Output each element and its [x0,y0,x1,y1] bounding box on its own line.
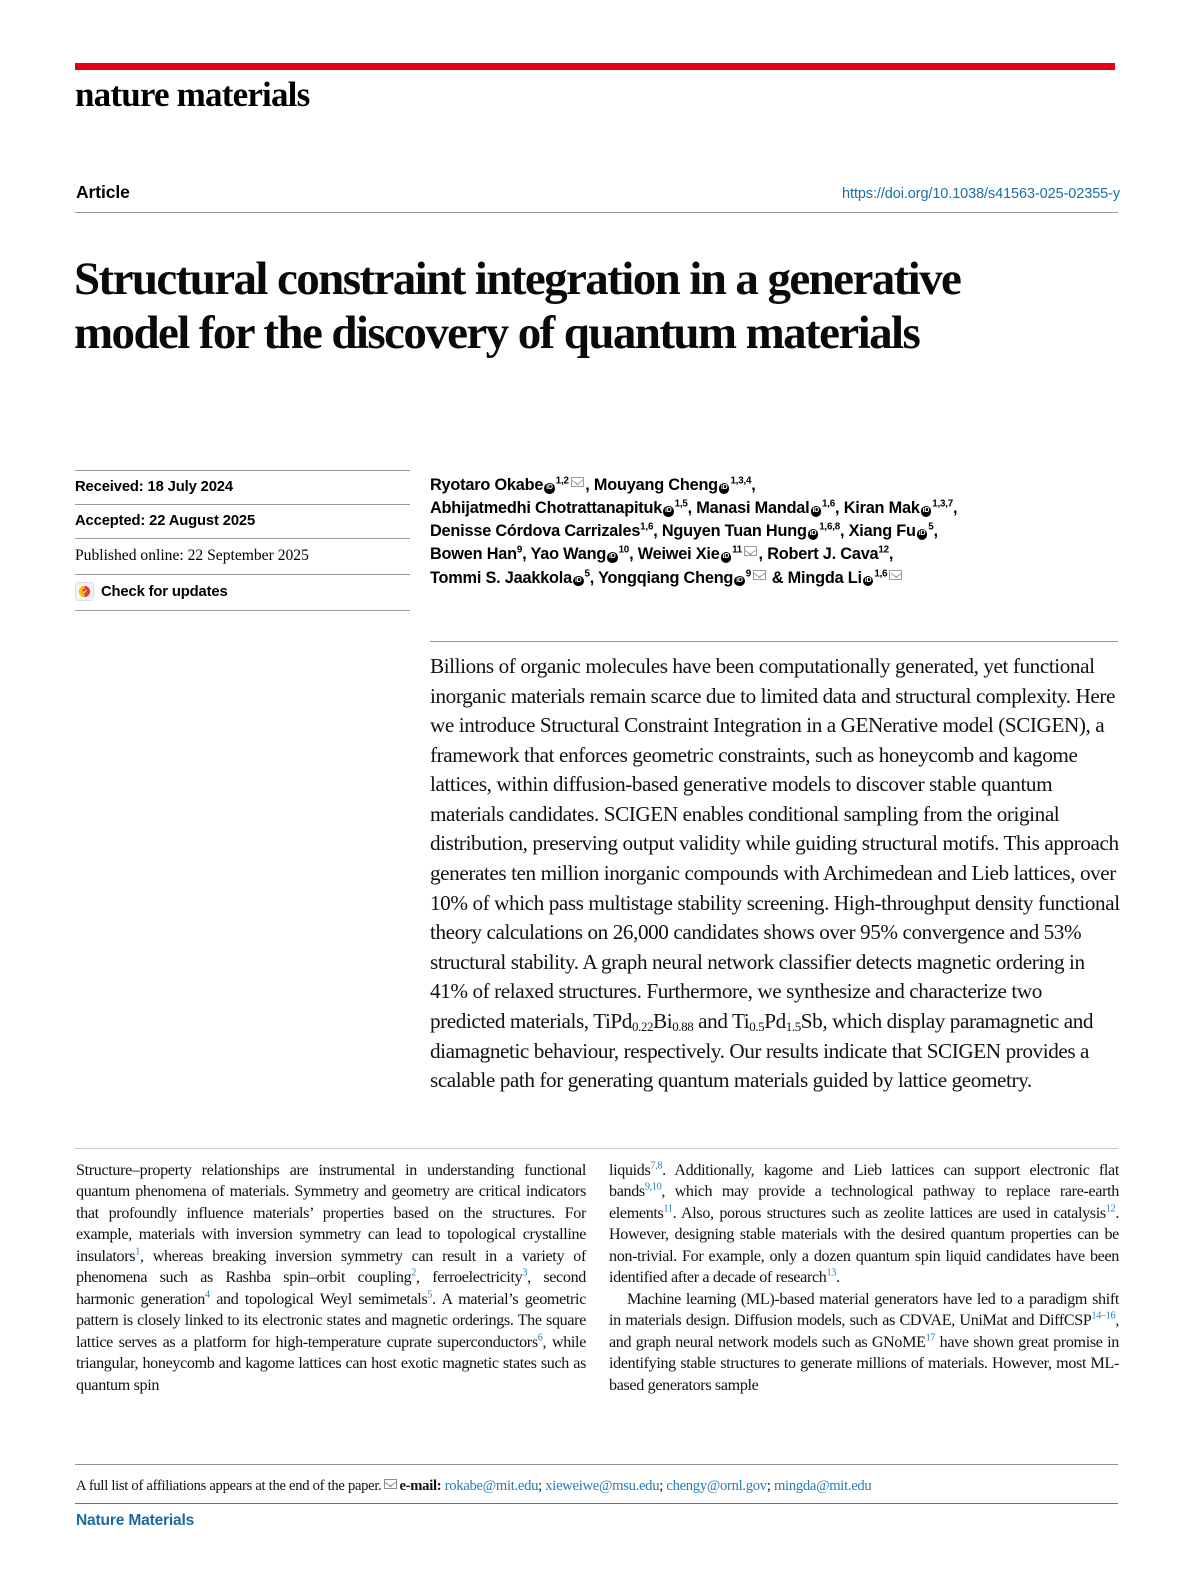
check-for-updates-label: Check for updates [101,583,228,600]
author-entry[interactable]: Xiang Fu $iD^5$ [848,521,934,541]
author-entry[interactable]: Manasi Mandal iD$^{1,6}$ [696,498,836,518]
author-entry[interactable]: Mouyang Cheng iD$^{1,3,4}$ [593,475,752,494]
citation-ref[interactable]: 9,10 [644,1182,662,1194]
footer-affiliation-note: A full list of affiliations appears at the end of the paper. e-mail: rokabe@mit.edu; xieweiwe@msu.edu; chengy@ornl.gov; mingda@mit.edu [76,1478,872,1494]
published-date: Published online: 22 September 2025 [75,538,410,574]
email-label: e-mail: [399,1478,442,1494]
footer-divider [75,1464,1118,1465]
mail-icon[interactable] [889,570,902,580]
brand-rule [75,63,1115,70]
abstract-divider [430,641,1118,642]
author-entry[interactable]: Bowen Han$^9$ [430,545,523,564]
orcid-icon[interactable]: iD [607,552,618,563]
author-entry[interactable]: Yao Wang $iD^{10}$ [530,545,630,564]
orcid-icon[interactable]: iD [808,529,819,540]
orcid-icon[interactable]: iD [921,506,932,517]
orcid-icon[interactable]: iD [719,483,730,494]
received-date: Received: 18 July 2024 [75,470,410,504]
citation-ref[interactable]: 17 [925,1332,936,1344]
body-divider [75,1148,1118,1149]
orcid-icon[interactable]: iD [863,576,874,587]
author-entry[interactable]: Abhijatmedhi Chotrattanapituk iD$^{1,5}$ [430,498,688,518]
orcid-icon[interactable]: iD [663,506,674,517]
body-column-right: liquids$^{7,8}$. Additionally, kagome and Lieb lattices can support electronic flat bands$^{9,10}$, which may provide a technological pathway to replace rare-earth elements$^{11}$. Also, porous structures such as zeolite lattices are used in catalysis$^{12}$. However, designing stable materials with the desired quantum properties can be non-trivial. For example, only a dozen quantum spin liquid candidates have been identified after a decade of research$^{13}$. Machine learning (ML)-based material generators have led to a paradigm shift in materials design. Diffusion models, such as CDVAE, UniMat and DiffCSP$^{14-16}$, and graph neural network models such as GNoME$^{17}$ have shown great promise in identifying stable structures to generate millions of materials. However, most ML-based generators sample [609,1160,1119,1394]
mail-icon[interactable] [753,570,766,580]
journal-divider [75,1503,1118,1504]
author-entry[interactable]: Yongqiang Cheng $iD^9$ [598,569,767,587]
email-link[interactable]: xieweiwe@msu.edu [545,1478,660,1494]
citation-ref[interactable]: 2 [411,1268,417,1280]
orcid-icon[interactable]: iD [734,576,745,587]
mail-icon[interactable] [744,546,757,556]
orcid-icon[interactable]: iD [721,552,732,563]
citation-ref[interactable]: 3 [522,1268,528,1280]
accepted-date: Accepted: 22 August 2025 [75,504,410,538]
citation-ref[interactable]: 12 [1105,1203,1116,1215]
author-entry[interactable]: Kiran Mak iD$^{1,3,7}$ [843,498,953,518]
email-link[interactable]: rokabe@mit.edu [444,1478,539,1494]
author-entry[interactable]: Ryotaro Okabe iD$^{1,2}$ [430,476,585,494]
author-entry[interactable]: Mingda Li iD$^{1,6}$ [788,569,904,587]
citation-ref[interactable]: 7,8 [650,1160,663,1172]
affiliation-note-text: A full list of affiliations appears at the end of the paper. [76,1478,382,1494]
author-entry[interactable]: Robert J. Cava$^{12}$ [767,545,889,564]
citation-ref[interactable]: 4 [205,1289,210,1301]
orcid-icon[interactable]: iD [573,576,584,587]
abstract-text: Billions of organic molecules have been computationally generated, yet functional inorganic materials remain scarce due to limited data and structural complexity. Here we introduce Structural Constraint Integration in a GENerative model (SCIGEN), a framework that enforces geometric constraints, such as honeycomb and kagome lattices, within diffusion-based generative models to discover stable quantum materials candidates. SCIGEN enables conditional sampling from the original distribution, preserving output validity while guiding structural motifs. This approach generates ten million inorganic compounds with Archimedean and Lieb lattices, over 10% of which pass multistage stability screening. High-throughput density functional theory calculations on 26,000 candidates shows over 95% convergence and 53% structural stability. A graph neural network classifier detects magnetic ordering in 41% of relaxed structures. Furthermore, we synthesize and characterize two predicted materials, $TiPd_{0.22}Bi_{0.88}$ and $Ti_{0.5}Pd_{1.5}Sb$, which display paramagnetic and diamagnetic behaviour, respectively. Our results indicate that SCIGEN provides a scalable path for generating quantum materials guided by lattice geometry. [430,654,1120,1093]
body-column-left: Structure–property relationships are instrumental in understanding functional quantum phenomena of materials. Symmetry and geometry are critical indicators that profoundly influence materials’ properties based on the structures. For example, materials with inversion symmetry can lead to topological crystalline insulators$^1$, whereas breaking inversion symmetry can result in a variety of phenomena such as Rashba spin–orbit coupling$^2$, ferroelectricity$^3$, second harmonic generation$^4$ and topological Weyl semimetals$^5$. A material’s geometric pattern is closely linked to its electronic states and magnetic orderings. The square lattice serves as a platform for high-temperature cuprate superconductors$^6$, while triangular, honeycomb and kagome lattices can host exotic magnetic states such as quantum spin [76,1162,586,1394]
citation-ref[interactable]: 5 [427,1289,433,1301]
citation-ref[interactable]: 14–16 [1091,1311,1116,1323]
journal-footer-name: Nature Materials [76,1512,195,1529]
mail-icon[interactable] [571,477,584,487]
orcid-icon[interactable]: iD [811,506,822,517]
page-title: Structural constraint integration in a generative model for the discovery of quantum materials [74,253,961,360]
email-link[interactable]: chengy@ornl.gov [666,1478,767,1494]
journal-masthead: nature materials [75,75,310,114]
orcid-icon[interactable]: iD [917,529,928,540]
author-entry[interactable]: Denisse Córdova Carrizales$^{1,6}$ [430,521,654,541]
mail-icon [384,1479,397,1489]
email-link[interactable]: mingda@mit.edu [773,1478,872,1494]
citation-ref[interactable]: 11 [663,1203,673,1215]
doi-link[interactable]: https://doi.org/10.1038/s41563-025-02355-y [842,186,1120,202]
publication-history [75,470,410,611]
citation-ref[interactable]: 6 [537,1332,543,1344]
author-entry[interactable]: Tommi S. Jaakkola $iD^5$ [430,568,590,587]
author-entry[interactable]: Nguyen Tuan Hung iD$^{1,6,8}$ [661,521,840,541]
author-entry[interactable]: Weiwei Xie $iD^{11}$ [638,545,759,563]
crossmark-icon [75,582,94,601]
citation-ref[interactable]: 1 [135,1246,140,1258]
author-list: Ryotaro Okabe iD$^{1,2}$ , Mouyang Cheng iD$^{1,3,4}$, Abhijatmedhi Chotrattanapituk iD$^{1,5}$, Manasi Mandal iD$^{1,6}$, Kiran Mak iD$^{1,3,7}$, Denisse Córdova Carrizales$^{1,6}$, Nguyen Tuan Hung iD$^{1,6,8}$, Xiang Fu $iD^5$, Bowen Han$^9$, Yao Wang $iD^{10}$, Weiwei Xie $iD^{11}$ , Robert J. Cava$^{12}$, Tommi S. Jaakkola $iD^5$, Yongqiang Cheng $iD^9$ & Mingda Li iD$^{1,6}$ [430,475,958,587]
article-type-label: Article [76,182,130,202]
orcid-icon[interactable]: iD [544,483,555,494]
header-divider [75,212,1118,213]
citation-ref[interactable]: 13 [826,1268,837,1280]
check-for-updates[interactable] [75,574,410,611]
